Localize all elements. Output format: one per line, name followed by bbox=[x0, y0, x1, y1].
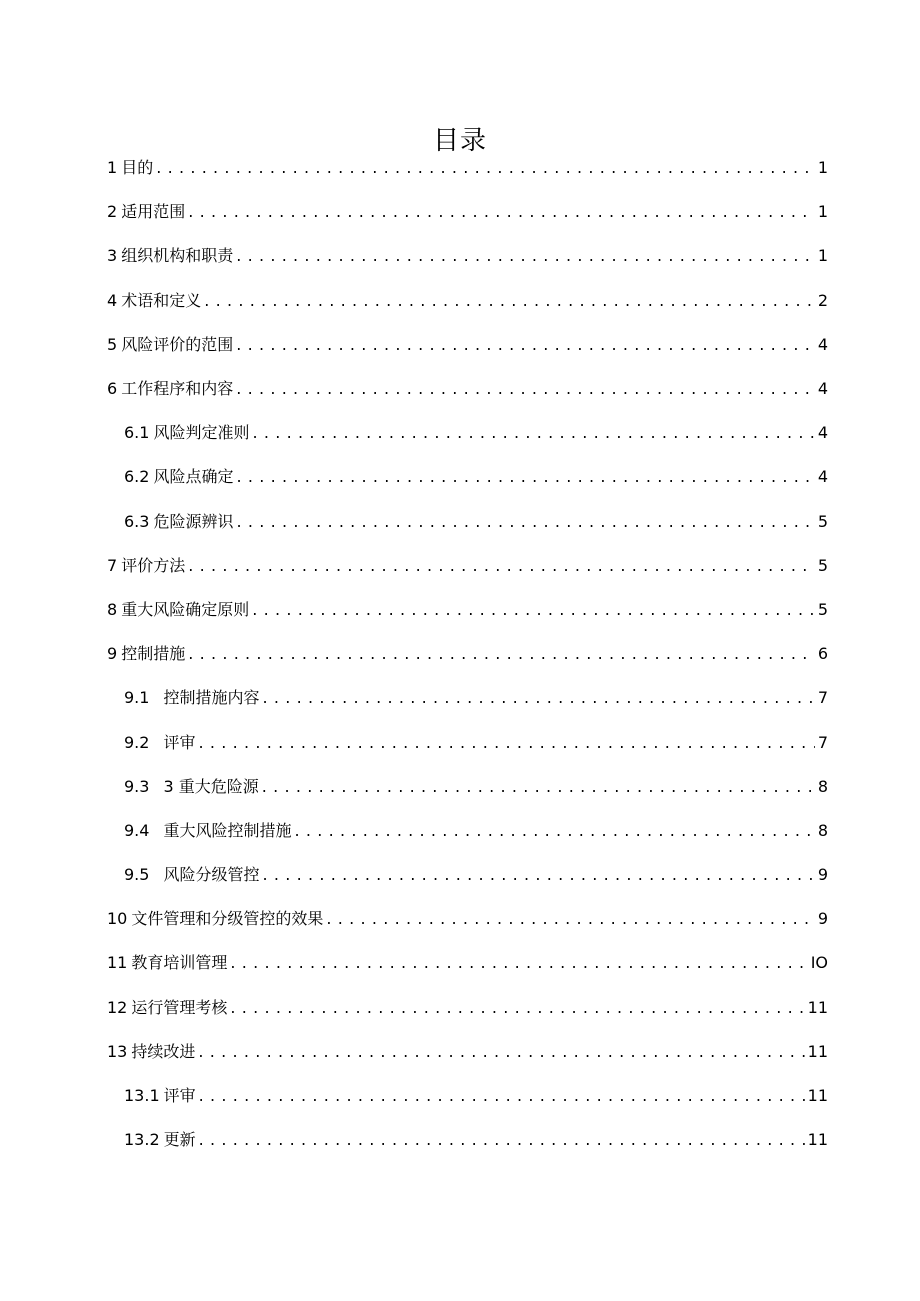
toc-entry-title: 重大风险确定原则 bbox=[121, 599, 250, 619]
toc-entry-title: 危险源辨识 bbox=[153, 511, 234, 531]
toc-list bbox=[0, 146, 920, 1162]
toc-entry-page: 9 bbox=[817, 865, 828, 885]
toc-entry-number: 13.2 bbox=[124, 1130, 160, 1150]
page-title: 目录 bbox=[432, 126, 487, 157]
toc-dot-leader bbox=[262, 865, 814, 885]
toc-entry-page: 5 bbox=[817, 555, 828, 575]
toc-entry-number: 9.3 bbox=[124, 776, 150, 796]
toc-entry[interactable] bbox=[0, 323, 920, 367]
toc-subentry[interactable] bbox=[0, 809, 920, 853]
toc-dot-leader bbox=[236, 467, 814, 487]
toc-entry-page: 5 bbox=[817, 511, 828, 531]
toc-entry-title: 术语和定义 bbox=[121, 290, 202, 310]
toc-entry-page: 11 bbox=[807, 1130, 828, 1150]
toc-subentry[interactable] bbox=[0, 1074, 920, 1118]
toc-entry-page: 11 bbox=[807, 1041, 828, 1061]
toc-subentry[interactable] bbox=[0, 455, 920, 499]
toc-dot-leader bbox=[198, 1042, 804, 1062]
toc-subentry[interactable] bbox=[0, 765, 920, 809]
toc-subentry[interactable] bbox=[0, 720, 920, 764]
toc-entry-title: 工作程序和内容 bbox=[121, 379, 234, 399]
toc-entry-title: 目的 bbox=[121, 158, 154, 178]
toc-entry-title: 重大风险控制措施 bbox=[163, 820, 292, 840]
toc-entry-title: 评价方法 bbox=[121, 555, 186, 575]
toc-entry-title: 评审 bbox=[163, 732, 196, 752]
toc-dot-leader bbox=[236, 379, 815, 399]
toc-entry-number: 7 bbox=[107, 555, 118, 575]
toc-entry[interactable] bbox=[0, 632, 920, 676]
toc-entry-number: 12 bbox=[107, 997, 128, 1017]
toc-entry-title: 组织机构和职责 bbox=[121, 246, 234, 266]
toc-entry-title: 适用范围 bbox=[121, 202, 186, 222]
toc-entry-page: 1 bbox=[817, 158, 828, 178]
toc-entry-number: 6.1 bbox=[124, 423, 150, 443]
toc-entry-number: 11 bbox=[107, 953, 128, 973]
toc-entry-page: 4 bbox=[817, 334, 828, 354]
toc-entry[interactable] bbox=[0, 588, 920, 632]
toc-entry[interactable] bbox=[0, 279, 920, 323]
toc-entry-title: 文件管理和分级管控的效果 bbox=[131, 909, 324, 929]
toc-entry-page: 1 bbox=[817, 202, 828, 222]
toc-entry-number: 9.1 bbox=[124, 688, 150, 708]
toc-dot-leader bbox=[294, 821, 814, 841]
toc-dot-leader bbox=[262, 777, 815, 797]
toc-dot-leader bbox=[252, 423, 814, 443]
toc-subentry[interactable] bbox=[0, 411, 920, 455]
toc-entry[interactable] bbox=[0, 544, 920, 588]
toc-dot-leader bbox=[188, 556, 815, 576]
toc-entry-page: 11 bbox=[807, 1086, 828, 1106]
toc-entry-page: 2 bbox=[817, 290, 828, 310]
toc-entry-title: 运行管理考核 bbox=[131, 997, 228, 1017]
toc-entry[interactable] bbox=[0, 941, 920, 985]
toc-dot-leader bbox=[262, 688, 814, 708]
toc-entry-page: 7 bbox=[817, 688, 828, 708]
toc-entry-number: 10 bbox=[107, 909, 128, 929]
toc-entry-page: 5 bbox=[817, 599, 828, 619]
toc-dot-leader bbox=[230, 998, 804, 1018]
toc-entry-title: 教育培训管理 bbox=[131, 953, 228, 973]
toc-entry-page: 8 bbox=[817, 820, 828, 840]
toc-entry[interactable] bbox=[0, 1030, 920, 1074]
toc-subentry[interactable] bbox=[0, 500, 920, 544]
toc-dot-leader bbox=[199, 1130, 805, 1150]
toc-dot-leader bbox=[204, 291, 815, 311]
toc-entry[interactable] bbox=[0, 897, 920, 941]
toc-entry-page: IO bbox=[810, 953, 828, 973]
toc-entry[interactable] bbox=[0, 986, 920, 1030]
toc-entry[interactable] bbox=[0, 234, 920, 278]
toc-dot-leader bbox=[198, 733, 814, 753]
toc-dot-leader bbox=[236, 512, 814, 532]
toc-entry-number: 8 bbox=[107, 599, 118, 619]
toc-entry-title: 3 重大危险源 bbox=[163, 776, 259, 796]
toc-entry[interactable] bbox=[0, 367, 920, 411]
toc-entry-title: 风险点确定 bbox=[153, 467, 234, 487]
toc-entry-number: 13.1 bbox=[124, 1086, 160, 1106]
toc-entry-title: 控制措施 bbox=[121, 644, 186, 664]
toc-entry-number: 9.5 bbox=[124, 865, 150, 885]
toc-entry-page: 1 bbox=[817, 246, 828, 266]
toc-entry-title: 风险评价的范围 bbox=[121, 334, 234, 354]
toc-subentry[interactable] bbox=[0, 853, 920, 897]
toc-entry-number: 6.2 bbox=[124, 467, 150, 487]
toc-entry-page: 6 bbox=[817, 644, 828, 664]
toc-entry-title: 控制措施内容 bbox=[163, 688, 260, 708]
toc-dot-leader bbox=[252, 600, 815, 620]
toc-entry-page: 4 bbox=[817, 379, 828, 399]
toc-dot-leader bbox=[199, 1086, 805, 1106]
toc-entry[interactable] bbox=[0, 190, 920, 234]
toc-dot-leader bbox=[188, 202, 815, 222]
toc-dot-leader bbox=[156, 158, 815, 178]
toc-entry-page: 8 bbox=[817, 776, 828, 796]
toc-entry-title: 风险分级管控 bbox=[163, 865, 260, 885]
toc-entry-number: 6.3 bbox=[124, 511, 150, 531]
toc-entry-page: 7 bbox=[817, 732, 828, 752]
toc-entry-number: 4 bbox=[107, 290, 118, 310]
toc-entry-number: 6 bbox=[107, 379, 118, 399]
toc-entry-number: 9.2 bbox=[124, 732, 150, 752]
toc-dot-leader bbox=[236, 246, 815, 266]
toc-entry-page: 11 bbox=[807, 997, 828, 1017]
toc-subentry[interactable] bbox=[0, 676, 920, 720]
toc-dot-leader bbox=[326, 909, 814, 929]
toc-entry-title: 评审 bbox=[163, 1086, 196, 1106]
toc-entry-title: 持续改进 bbox=[131, 1041, 196, 1061]
toc-entry-title: 风险判定准则 bbox=[153, 423, 250, 443]
toc-entry-number: 13 bbox=[107, 1041, 128, 1061]
toc-entry-number: 1 bbox=[107, 158, 118, 178]
toc-entry-page: 9 bbox=[817, 909, 828, 929]
toc-dot-leader bbox=[236, 335, 815, 355]
toc-entry[interactable] bbox=[0, 146, 920, 190]
toc-entry-number: 5 bbox=[107, 334, 118, 354]
toc-entry-number: 3 bbox=[107, 246, 118, 266]
toc-entry-title: 更新 bbox=[163, 1130, 196, 1150]
toc-subentry[interactable] bbox=[0, 1118, 920, 1162]
toc-entry-number: 9.4 bbox=[124, 820, 150, 840]
toc-dot-leader bbox=[188, 644, 815, 664]
toc-entry-page: 4 bbox=[817, 467, 828, 487]
toc-dot-leader bbox=[230, 953, 807, 973]
toc-entry-number: 2 bbox=[107, 202, 118, 222]
toc-entry-page: 4 bbox=[817, 423, 828, 443]
toc-entry-number: 9 bbox=[107, 644, 118, 664]
